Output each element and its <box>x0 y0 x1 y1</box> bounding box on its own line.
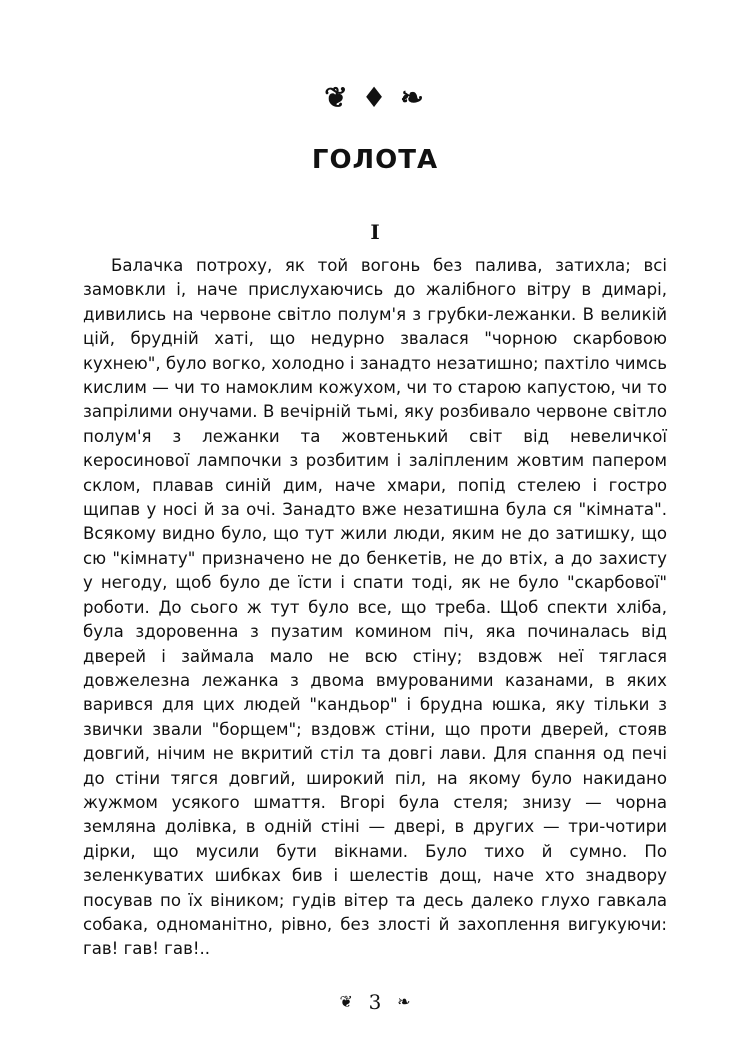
paragraph: Балачка потроху, як той вогонь без палива, затихла; всі замовкли і, наче прислухаючись до жалібного вітру в димарі, дивились на червоне світло полум'я з грубки-лежанки. В великій цій, брудній хаті, що недурно звалася "чорною скарбовою кухнею", було вогко, холодно і занадто незатишно; пахтіло чимсь кислим — чи то намоклим кожухом, чи то старою капустою, чи то запрілими онучами. В вечірній тьмі, яку розбивало червоне світло полум'я з лежанки та жовтенький світ від невеличкої керосинової лампочки з розбитим і заліпленим жовтим папером склом, плавав синій дим, наче хмари, попід стелею і гостро щипав у носі й за очі. Занадто вже незатишна була ся "кімната". Всякому видно було, що тут жили люди, яким не до затишку, що сю "кімнату" призначено не до бенкетів, не до втіх, а до захисту у негоду, щоб було де їсти і спати тоді, як не було "скарбової" роботи. До сього ж тут було все, що треба. Щоб спекти хліба, була здоровенна з пузатим комином піч, яка починалась від дверей і займала мало не всю стіну; вздовж неї тяглася довжелезна лежанка з двома вмурованими казанами, в яких варився для цих людей "кандьор" і брудна юшка, яку тільки з звички звали "борщем"; вздовж стіни, що проти дверей, стояв довгий, нічим не вкритий стіл та довгі лави. Для спання од печі до стіни тягся довгий, широкий піл, на якому було накидано жужмом усякого шмаття. Вгорі була стеля; знизу — чорна земляна долівка, в одній стіні — двері, в других — три-чотири дірки, що мусили бути вікнами. Було тихо й сумно. По зеленкуватих шибках бив і шелестів дощ, наче хто знадвору посував по їх віником; гудів вітер та десь далеко глухо гавкала собака, одноманітно, рівно, без злості й захоплення вигукуючи: гав! гав! гав!.. <box>83 256 667 959</box>
page-title: ГОЛОТА <box>311 145 439 175</box>
ornament-right-icon: ❧ <box>400 81 426 114</box>
page-footer <box>0 990 750 1014</box>
footer-right-flourish-icon: ❧ <box>397 992 411 1011</box>
ornament-left-icon: ❦ <box>324 81 350 114</box>
ornament-diamond-icon: ♦ <box>361 81 389 114</box>
page-number: 3 <box>368 990 382 1014</box>
chapter-number: I <box>370 220 380 244</box>
footer-left-flourish-icon: ❦ <box>339 992 353 1011</box>
header-ornament <box>0 80 750 116</box>
